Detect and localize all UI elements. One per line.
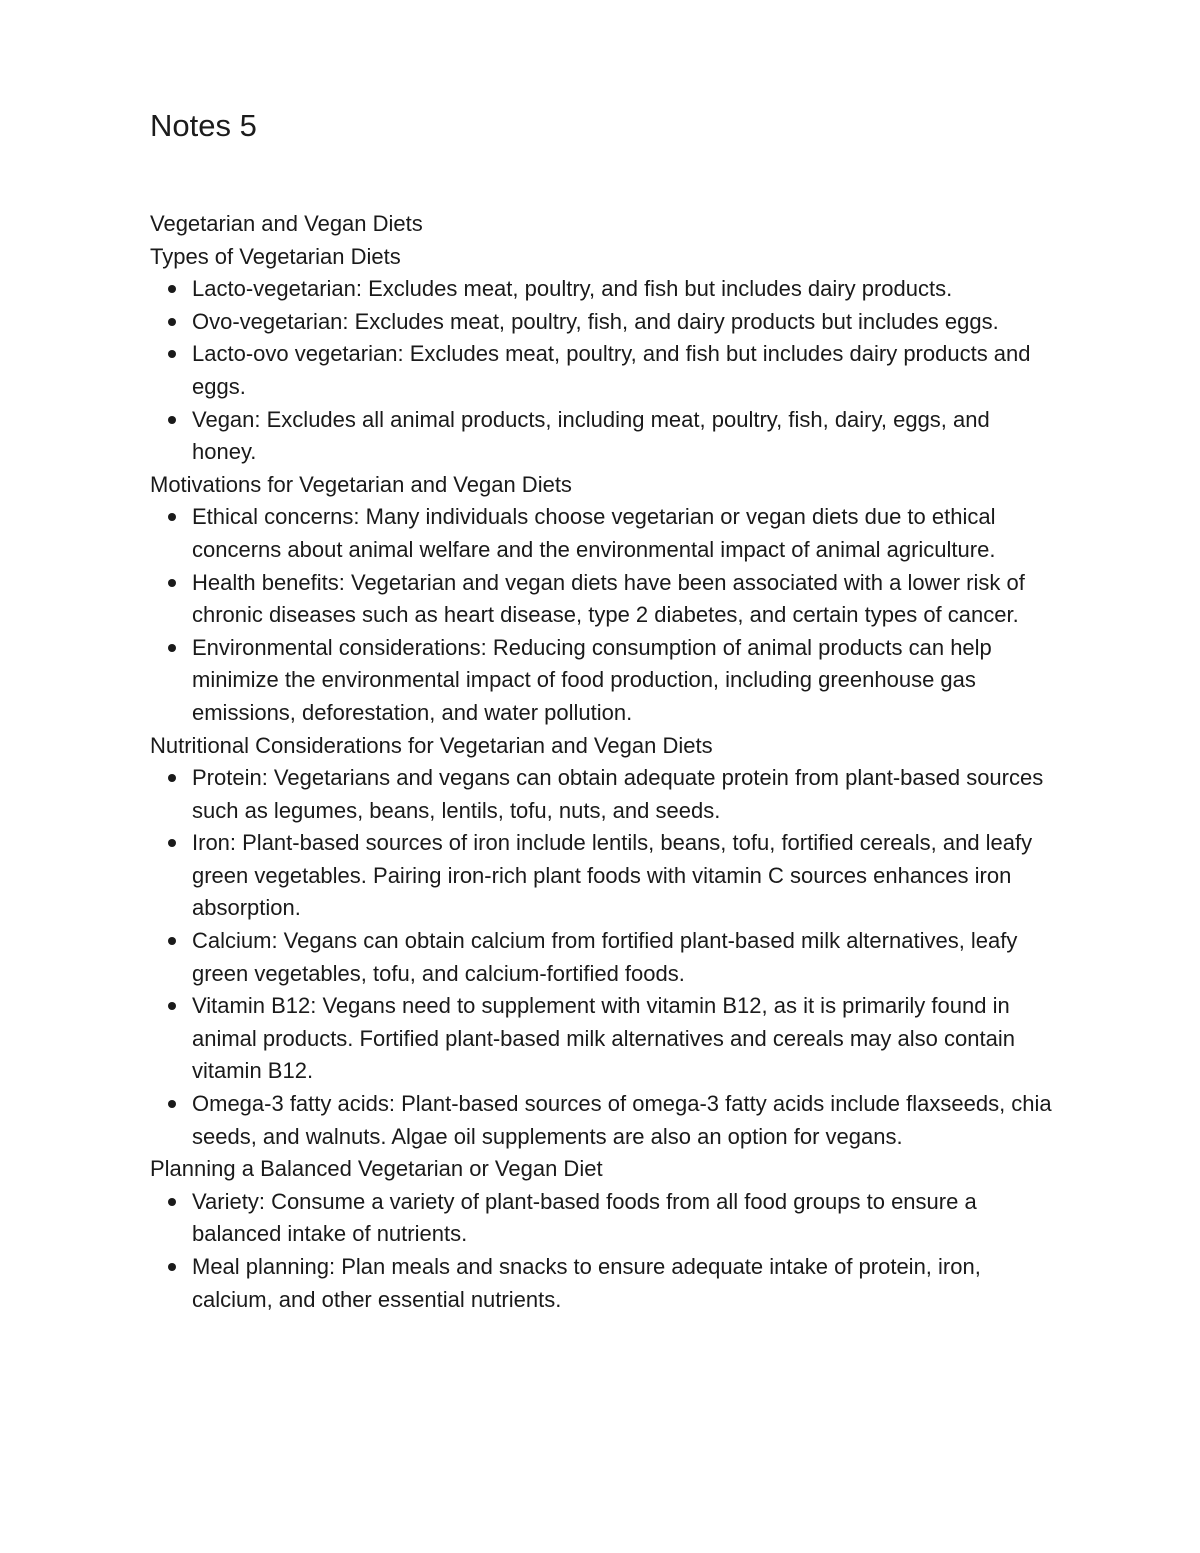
list-item: Vitamin B12: Vegans need to supplement with vitamin B12, as it is primarily found in animal products. Fortified plant-based milk alternatives and cereals may also contain vitamin B12.	[150, 990, 1060, 1088]
note-body	[150, 208, 1060, 1316]
list-item: Vegan: Excludes all animal products, including meat, poultry, fish, dairy, eggs, and honey.	[150, 404, 1060, 469]
page-title: Notes 5	[150, 108, 257, 143]
main-heading: Vegetarian and Vegan Diets	[150, 211, 423, 236]
list-item: Meal planning: Plan meals and snacks to ensure adequate intake of protein, iron, calcium, and other essential nutrients.	[150, 1251, 1060, 1316]
list-item: Calcium: Vegans can obtain calcium from fortified plant-based milk alternatives, leafy green vegetables, tofu, and calcium-fortified foods.	[150, 925, 1060, 990]
list-motivations	[150, 501, 1060, 729]
section-title-motivations: Motivations for Vegetarian and Vegan Diets	[150, 471, 572, 497]
list-item: Variety: Consume a variety of plant-based foods from all food groups to ensure a balanced intake of nutrients.	[150, 1186, 1060, 1251]
document-page	[150, 104, 1060, 1316]
section-title-planning: Planning a Balanced Vegetarian or Vegan Diet	[150, 1156, 603, 1182]
section-title-types: Types of Vegetarian Diets	[150, 243, 401, 269]
list-types	[150, 273, 1060, 469]
list-item: Lacto-vegetarian: Excludes meat, poultry, and fish but includes dairy products.	[150, 273, 1060, 306]
list-item: Omega-3 fatty acids: Plant-based sources of omega-3 fatty acids include flaxseeds, chia seeds, and walnuts. Algae oil supplements are also an option for vegans.	[150, 1088, 1060, 1153]
list-item: Protein: Vegetarians and vegans can obtain adequate protein from plant-based sources such as legumes, beans, lentils, tofu, nuts, and seeds.	[150, 762, 1060, 827]
list-planning	[150, 1186, 1060, 1316]
list-item: Iron: Plant-based sources of iron include lentils, beans, tofu, fortified cereals, and leafy green vegetables. Pairing iron-rich plant foods with vitamin C sources enhances iron absorption.	[150, 827, 1060, 925]
list-item: Lacto-ovo vegetarian: Excludes meat, poultry, and fish but includes dairy products and eggs.	[150, 338, 1060, 403]
list-nutrition	[150, 762, 1060, 1153]
list-item: Environmental considerations: Reducing consumption of animal products can help minimize the environmental impact of food production, including greenhouse gas emissions, deforestation, and water pollution.	[150, 632, 1060, 730]
list-item: Ovo-vegetarian: Excludes meat, poultry, fish, and dairy products but includes eggs.	[150, 306, 1060, 339]
list-item: Ethical concerns: Many individuals choose vegetarian or vegan diets due to ethical concerns about animal welfare and the environmental impact of animal agriculture.	[150, 501, 1060, 566]
section-title-nutrition: Nutritional Considerations for Vegetarian and Vegan Diets	[150, 732, 713, 758]
list-item: Health benefits: Vegetarian and vegan diets have been associated with a lower risk of chronic diseases such as heart disease, type 2 diabetes, and certain types of cancer.	[150, 567, 1060, 632]
